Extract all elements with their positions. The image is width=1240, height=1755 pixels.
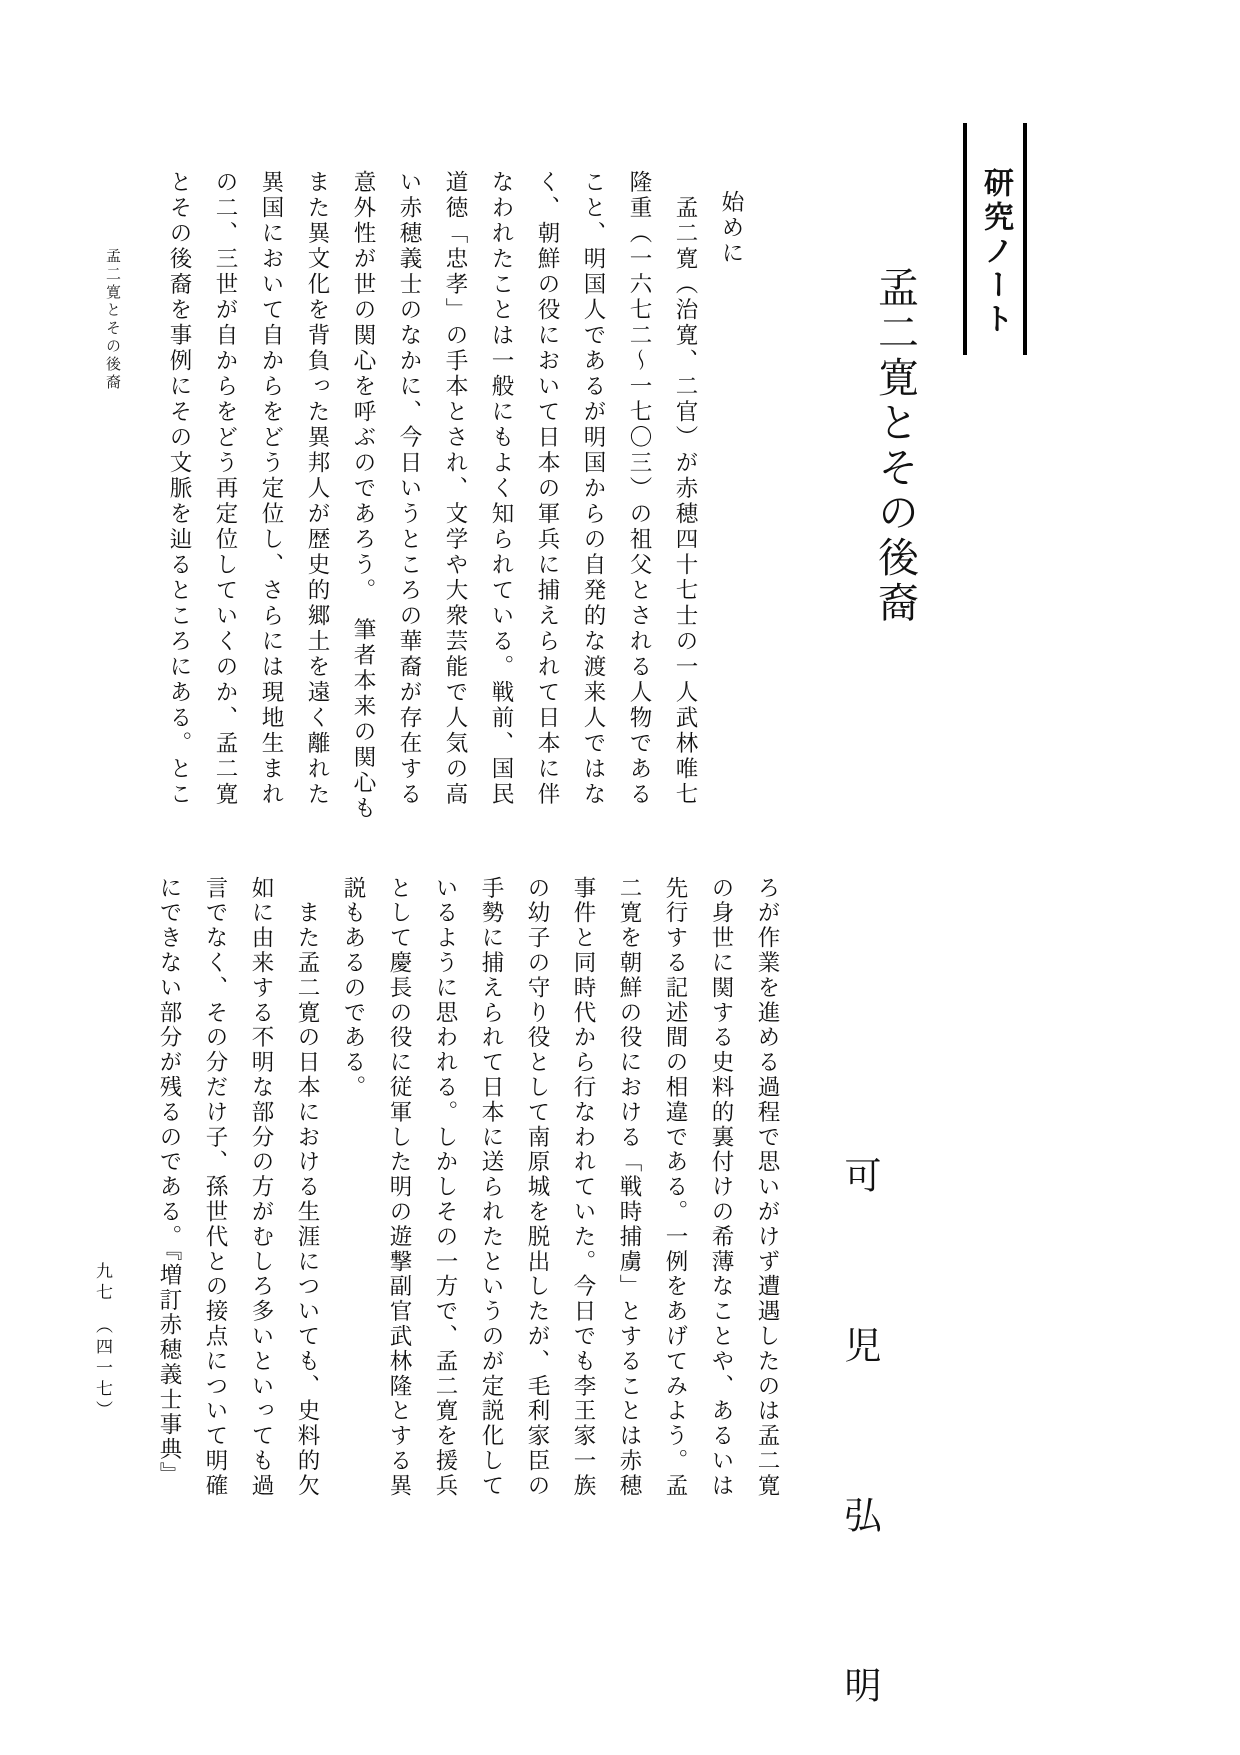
- text-line: 道徳「忠孝」の手本とされ、文学や大衆芸能で人気の高: [443, 170, 468, 808]
- text-line: 二寛を朝鮮の役における「戦時捕虜」とすることは赤穂: [617, 876, 642, 1499]
- running-header: 孟二寛とその後裔: [104, 248, 120, 392]
- text-line: 異国において自からをどう定位し、さらには現地生まれ: [259, 170, 284, 808]
- text-line: 隆重（一六七二～一七〇三）の祖父とされる人物である: [627, 170, 652, 808]
- text-line: い赤穂義士のなかに、今日いうところの華裔が存在する: [397, 170, 422, 808]
- category-label-box: [963, 123, 1027, 355]
- page-number: 九七 （四一七）: [93, 1262, 112, 1422]
- text-line: にできない部分が残るのである。『増訂赤穂義士事典』: [157, 876, 182, 1488]
- text-line: こと、明国人であるが明国からの自発的な渡来人ではな: [581, 170, 606, 808]
- body-lower-block: [146, 876, 790, 1501]
- text-line: 説もあるのである。: [341, 876, 366, 1101]
- text-line: 意外性が世の関心を呼ぶのであろう。 筆者本来の関心も: [351, 170, 376, 822]
- text-line: 言でなく、その分だけ子、孫世代との接点について明確: [203, 876, 228, 1499]
- author-name: 可 児 弘 明: [838, 1156, 879, 1751]
- text-line: また孟二寛の日本における生涯についても、史料的欠: [295, 876, 320, 1499]
- text-line: とその後裔を事例にその文脈を辿るところにある。とこ: [167, 170, 192, 808]
- category-label: 研究ノート: [979, 167, 1012, 337]
- text-line: の身世に関する史料的裏付けの希薄なことや、あるいは: [709, 876, 734, 1499]
- text-line: として慶長の役に従軍した明の遊撃副官武林隆とする異: [387, 876, 412, 1499]
- article-title: 孟二寛とその後裔: [872, 266, 918, 626]
- text-line: 手勢に捕えられて日本に送られたというのが定説化して: [479, 876, 504, 1499]
- text-line: 先行する記述間の相違である。一例をあげてみよう。孟: [663, 876, 688, 1499]
- text-line: いるように思われる。しかしその一方で、孟二寛を援兵: [433, 876, 458, 1499]
- text-line: また異文化を背負った異邦人が歴史的郷土を遠く離れた: [305, 170, 330, 808]
- body-upper-block: [156, 170, 754, 842]
- text-line: く、朝鮮の役において日本の軍兵に捕えられて日本に伴: [535, 170, 560, 808]
- text-line: ろが作業を進める過程で思いがけず遭遇したのは孟二寛: [755, 876, 780, 1499]
- text-line: 如に由来する不明な部分の方がむしろ多いといっても過: [249, 876, 274, 1499]
- text-line: 事件と同時代から行なわれていた。今日でも李王家一族: [571, 876, 596, 1499]
- text-line: 孟二寛（治寛、二官）が赤穂四十七士の一人武林唯七: [673, 170, 698, 808]
- text-line: の幼子の守り役として南原城を脱出したが、毛利家臣の: [525, 876, 550, 1499]
- section-heading: 始めに: [719, 190, 744, 267]
- text-line: なわれたことは一般にもよく知られている。戦前、国民: [489, 170, 514, 808]
- text-line: の二、三世が自からをどう再定位していくのか、孟二寛: [213, 170, 238, 808]
